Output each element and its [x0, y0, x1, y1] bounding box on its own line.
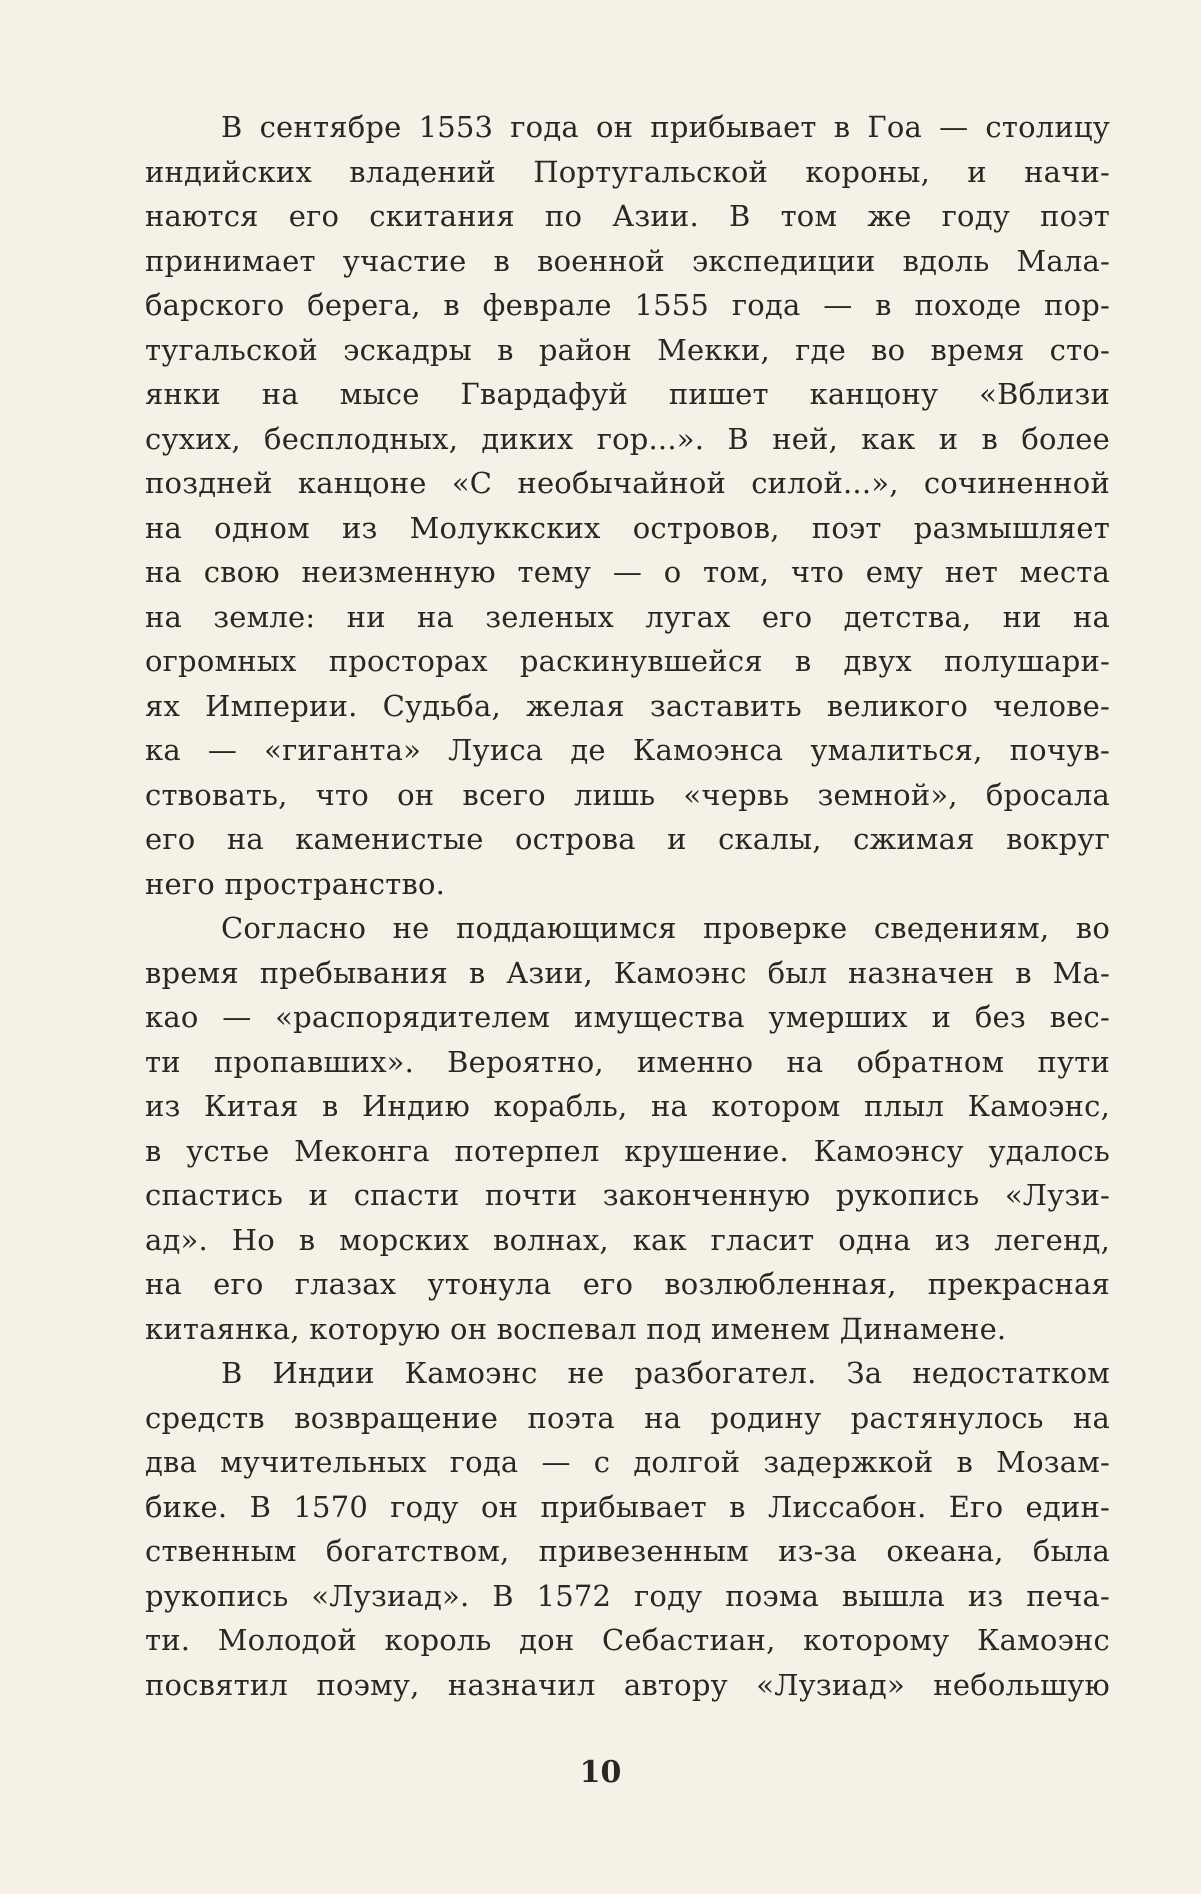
text-line: на одном из Молуккских островов, поэт размышляет	[145, 510, 1110, 545]
paragraph-3	[145, 1351, 1110, 1707]
text-line: два мучительных года — с долгой задержкой в Мозам-	[145, 1445, 1110, 1479]
text-line: него пространство.	[145, 866, 446, 901]
text-line: индийских владений Португальской короны, и начи-	[145, 154, 1110, 189]
text-line: посвятил поэму, назначил автору «Лузиад» небольшую	[145, 1667, 1110, 1702]
text-line: као — «распорядителем имущества умерших и без вес-	[145, 1000, 1110, 1034]
paragraph-1	[145, 105, 1110, 906]
text-line: огромных просторах раскинувшейся в двух полушари-	[145, 644, 1110, 678]
text-line: средств возвращение поэта на родину растянулось на	[145, 1400, 1110, 1435]
text-line: ад». Но в морских волнах, как гласит одна из легенд,	[145, 1222, 1110, 1257]
text-line: принимает участие в военной экспедиции вдоль Мала-	[145, 243, 1110, 278]
text-line: на свою неизменную тему — о том, что ему нет места	[145, 555, 1110, 589]
text-line: ствовать, что он всего лишь «червь земной», бросала	[145, 777, 1110, 812]
text-line: барского берега, в феврале 1555 года — в походе пор-	[145, 288, 1110, 322]
text-line: тугальской эскадры в район Мекки, где во время сто-	[145, 332, 1110, 367]
text-line: спастись и спасти почти законченную рукопись «Лузи-	[145, 1178, 1110, 1212]
text-line: ях Империи. Судьба, желая заставить великого челове-	[145, 688, 1110, 723]
text-line: в устье Меконга потерпел крушение. Камоэнсу удалось	[145, 1133, 1110, 1168]
text-line: бике. В 1570 году он прибывает в Лиссабон. Его един-	[145, 1489, 1110, 1524]
text-line: рукопись «Лузиад». В 1572 году поэма вышла из печа-	[145, 1578, 1110, 1613]
body-text	[145, 105, 1110, 1707]
text-line: из Китая в Индию корабль, на котором плыл Камоэнс,	[145, 1089, 1110, 1123]
text-line: Согласно не поддающимся проверке сведениям, во	[221, 911, 1110, 945]
text-line: ти. Молодой король дон Себастиан, которому Камоэнс	[145, 1623, 1110, 1657]
text-line: ка — «гиганта» Луиса де Камоэнса умалиться, почув-	[145, 733, 1110, 767]
text-line: время пребывания в Азии, Камоэнс был назначен в Ма-	[145, 955, 1110, 990]
text-line: на его глазах утонула его возлюбленная, прекрасная	[145, 1267, 1110, 1301]
text-line: наются его скитания по Азии. В том же году поэт	[145, 199, 1110, 233]
text-line: янки на мысе Гвардафуй пишет канцону «Вблизи	[145, 377, 1110, 411]
text-line: его на каменистые острова и скалы, сжимая вокруг	[145, 822, 1110, 856]
paragraph-2	[145, 906, 1110, 1351]
text-line: В сентябре 1553 года он прибывает в Гоа — столицу	[221, 110, 1110, 144]
text-line: поздней канцоне «С необычайной силой...», сочиненной	[145, 466, 1110, 500]
text-line: ти пропавших». Вероятно, именно на обратном пути	[145, 1044, 1110, 1079]
text-line: сухих, бесплодных, диких гор...». В ней, как и в более	[145, 421, 1110, 456]
page-number: 10	[579, 1755, 622, 1790]
text-line: на земле: ни на зеленых лугах его детства, ни на	[145, 599, 1110, 634]
text-line: В Индии Камоэнс не разбогател. За недостатком	[221, 1356, 1110, 1390]
text-line: китаянка, которую он воспевал под именем Динамене.	[145, 1311, 1007, 1346]
text-line: ственным богатством, привезенным из-за океана, была	[145, 1534, 1110, 1568]
